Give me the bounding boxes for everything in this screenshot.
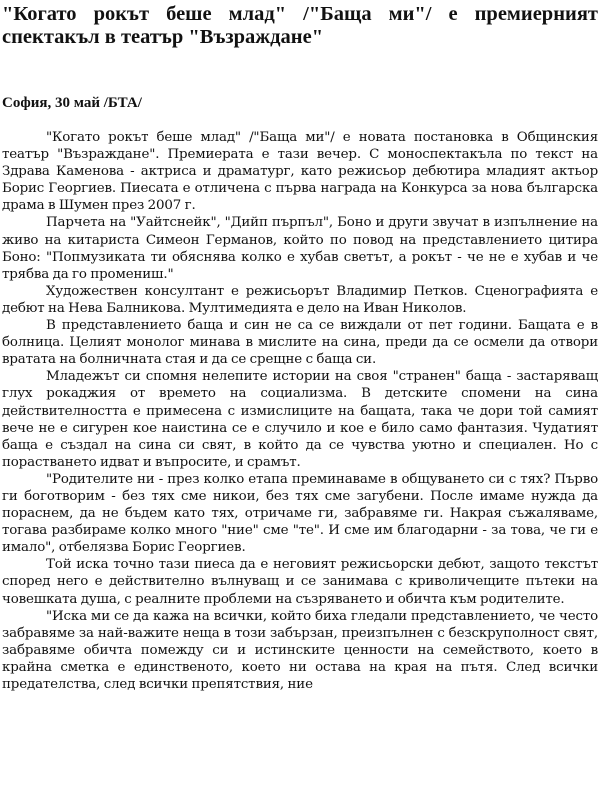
document-page xyxy=(0,3,600,693)
paragraph-8: "Иска ми се да кажа на всички, който биха гледали представлението, че често забравяме за най-важите неща в този забързан, преизпълнен с безскруполност свят, забравяме обичта помежду си и истинските ценности на семейството, което в крайна сметка е единственото, което ни остава на края на пътя. След всички предателства, след всички препятствия, ние xyxy=(2,608,598,692)
paragraph-5: Младежът си спомня нелепите истории на своя "странен" баща - застаряващ глух рокаджия от времето на социализма. В детските спомени на сина действителността е примесена с измислиците на бащата, така че дори той самият вече не е сигурен кое наистина се е случило и кое е било само фантазия. Чудатият баща е създал на сина си свят, в който да се чувства уютно и специален. Но с порастването идват и въпросите, и срамът. xyxy=(2,369,598,470)
paragraph-6: "Родителите ни - през колко етапа преминаваме в общуването си с тях? Първо ги боготворим - без тях сме никои, без тях сме загубени. После имаме нужда да пораснем, да не бъдем като тях, отричаме ги, забравяме ги. Накрая съжаляваме, тогава разбираме колко много "ние" сме "те". И сме им благодарни - за това, че ги е имало", отбелязва Борис Георгиев. xyxy=(2,471,598,556)
paragraph-7: Той иска точно тази пиеса да е неговият режисьорски дебют, защото текстът според него е действително вълнуващ и се занимава с криволичещите пътеки на човешката душа, с реалните проблеми на съзряването и обичта към родителите. xyxy=(2,557,598,607)
paragraph-3: Художествен консултант е режисьорът Владимир Петков. Сценографията е дебют на Нева Балникова. Мултимедията е дело на Иван Николов. xyxy=(2,283,598,316)
article-dateline: София, 30 май /БТА/ xyxy=(2,95,142,111)
article-title: "Когато рокът беше млад" /"Баща ми"/ е премиерният спектакъл в театър "Възраждане" xyxy=(2,3,598,48)
paragraph-4: В представлението баща и син не са се виждали от пет години. Бащата е в болница. Целият монолог минава в мислите на сина, преди да се осмели да отвори вратата на болничната стая и да се срещне с баща си. xyxy=(2,318,598,368)
paragraph-1: "Когато рокът беше млад" /"Баща ми"/ е новата постановка в Общинския театър "Възраждане". Премиерата е тази вечер. С моноспектакъла по текст на Здрава Каменова - актриса и драматург, като режисьор дебютира младият актьор Борис Георгиев. Пиесата е отличена с първа награда на Конкурса за нова българска драма в Шумен през 2007 г. xyxy=(2,130,598,214)
paragraph-2: Парчета на "Уайтснейк", "Дийп пърпъл", Боно и други звучат в изпълнение на живо на китариста Симеон Германов, който по повод на представлението цитира Боно: "Попмузиката ти обяснява колко е хубав светът, а рокът - че не е хубав и че трябва да го промениш." xyxy=(2,215,598,282)
